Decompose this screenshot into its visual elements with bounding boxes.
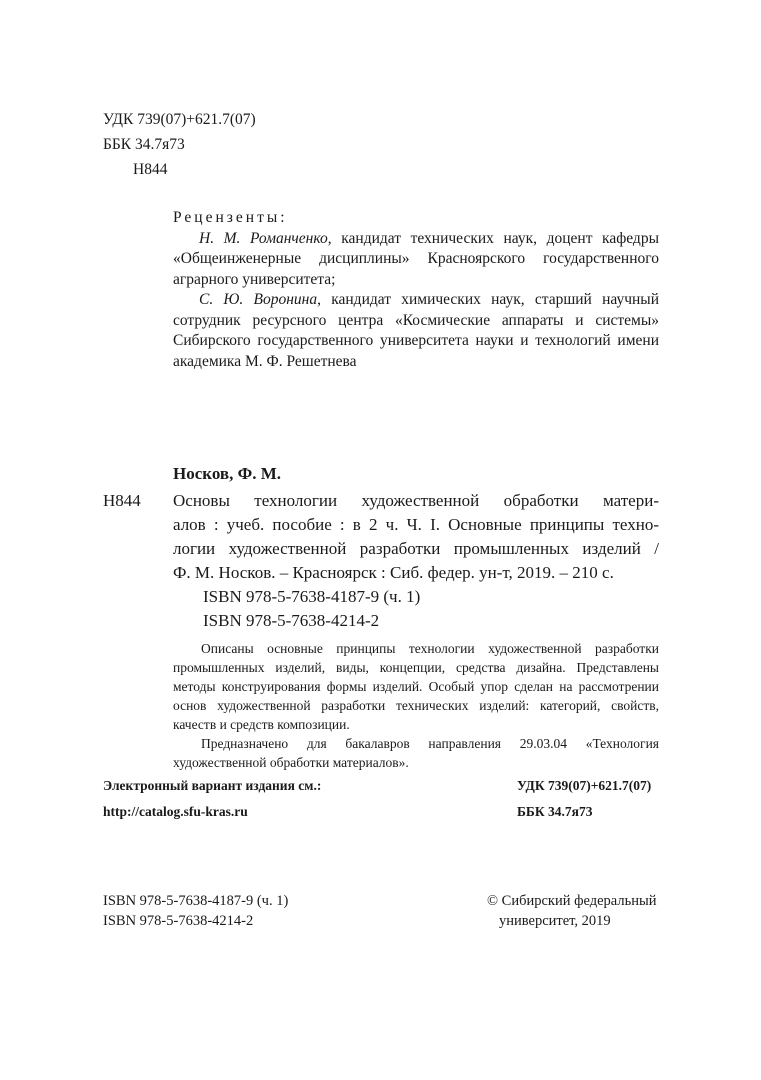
bibliographic-cutter: Н844 <box>103 491 141 510</box>
cutter-code: Н844 <box>133 161 168 178</box>
annotation-paragraph-1: Описаны основные принципы технологии художественной разработки промышленных изделий, виды, концепции, средства дизайна. Представлены методы конструирования формы изделий. Особый упор сделан на рассмотрении основ художественной разработки технических изделий: категорий, свойств, качеств и средств композиции. <box>173 641 659 732</box>
biblio-line: Ф. М. Носков. – Красноярск : Сиб. федер. ун-т, 2019. – 210 с. <box>173 563 614 582</box>
reviewer-2-details: , кандидат химических наук, старший научный сотрудник ресурсного центра «Космические аппараты и системы» Сибирского государственного университета науки и технологий имени академика М. Ф. Решетнева <box>173 291 660 370</box>
biblio-isbn-2: ISBN 978-5-7638-4214-2 <box>203 611 380 630</box>
reviewer-2-name: С. Ю. Воронина <box>199 291 318 308</box>
copyright-line-2: университет, 2019 <box>499 913 611 929</box>
reviewer-1-name: Н. М. Романченко <box>199 229 328 247</box>
author-heading: Носков, Ф. М. <box>173 464 281 483</box>
catalog-url[interactable]: http://catalog.sfu-kras.ru <box>103 804 248 819</box>
electronic-udk: УДК 739(07)+621.7(07) <box>517 778 652 793</box>
reviewer-2 <box>173 290 659 372</box>
electronic-bbk: ББК 34.7я73 <box>517 804 593 819</box>
footer-isbn-1: ISBN 978-5-7638-4187-9 (ч. 1) <box>103 893 289 909</box>
biblio-isbn-1: ISBN 978-5-7638-4187-9 (ч. 1) <box>203 587 421 606</box>
footer-isbn-2: ISBN 978-5-7638-4214-2 <box>103 913 254 929</box>
biblio-line: Основы технологии художественной обработки матери- <box>173 491 659 510</box>
reviewers-block <box>173 208 659 372</box>
annotation <box>173 639 659 772</box>
reviewer-1 <box>173 229 659 291</box>
bibliographic-description <box>173 489 659 633</box>
copyright-line-1: © Сибирский федеральный <box>487 893 657 909</box>
bbk-code: ББК 34.7я73 <box>103 136 185 153</box>
annotation-paragraph-2: Предназначено для бакалавров направления 29.03.04 «Технология художественной обработки материалов». <box>173 736 659 770</box>
biblio-line: логии художественной разработки промышленных изделий / <box>173 539 659 558</box>
biblio-line: алов : учеб. пособие : в 2 ч. Ч. I. Основные принципы техно- <box>173 515 659 534</box>
reviewers-title: Рецензенты: <box>173 209 288 226</box>
electronic-version-label: Электронный вариант издания см.: <box>103 778 322 793</box>
udk-code: УДК 739(07)+621.7(07) <box>103 111 256 128</box>
reviewer-1-details: , кандидат технических наук, доцент кафедры «Общеинженерные дисциплины» Красноярского государственного аграрного университета; <box>173 229 659 288</box>
